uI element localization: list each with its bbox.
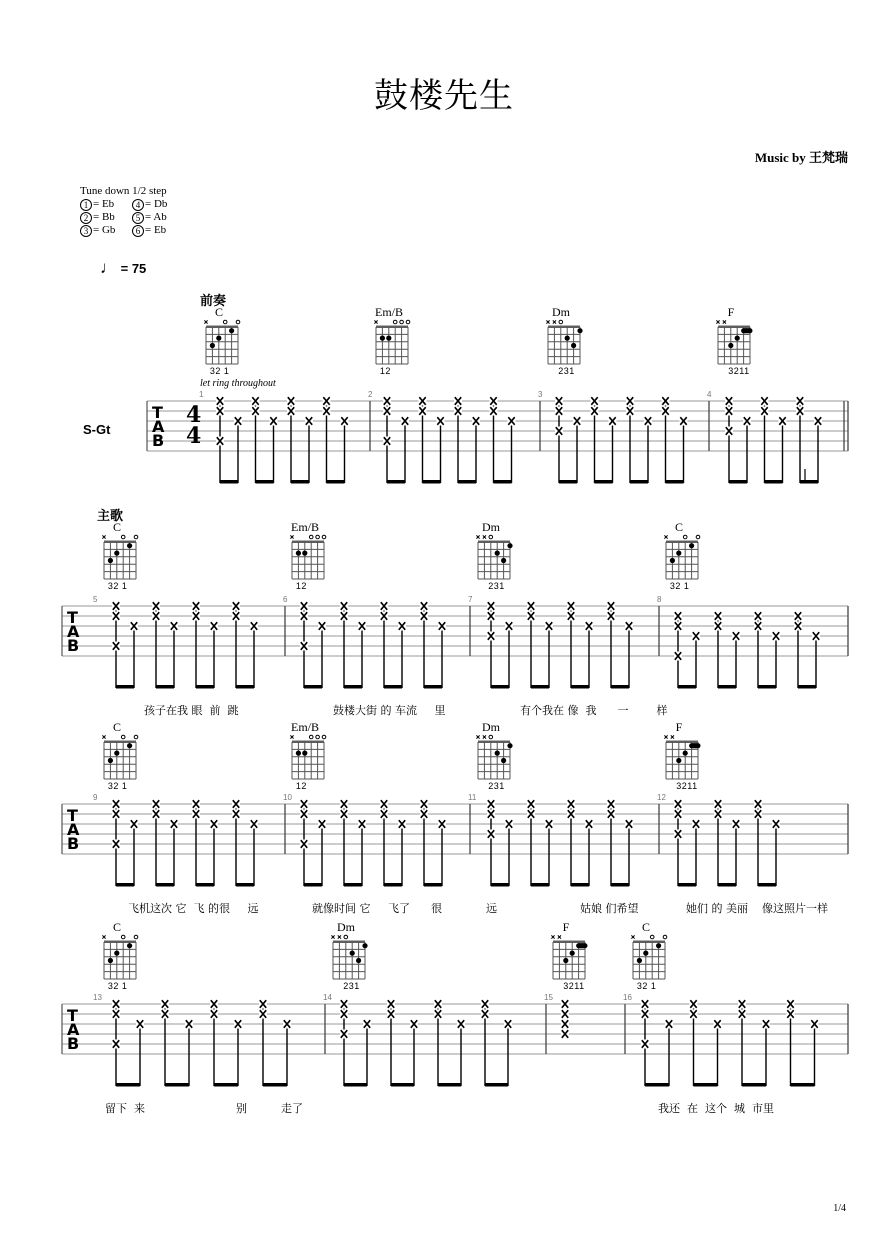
measure-4 — [709, 397, 848, 484]
tab-system-4 — [62, 1000, 848, 1087]
lyric-line: 有个我在 像 我 一 样 — [520, 704, 668, 717]
tempo-value: = 75 — [120, 261, 147, 276]
chord-name-label: Dm — [482, 720, 500, 734]
measure-8 — [659, 606, 848, 689]
chord-fingering: 3211 — [728, 366, 750, 376]
chord-diagram-dm — [476, 735, 512, 779]
lyric-line: 她们 的 美丽 像这照片一样 — [686, 902, 828, 915]
measure-16 — [625, 1000, 848, 1087]
chord-fingering: 12 — [295, 781, 307, 791]
measure-number: 16 — [623, 993, 632, 1002]
chord-fingering: 231 — [488, 581, 505, 591]
string-number-icon: 3 — [80, 225, 92, 237]
chord-fingering: 12 — [295, 581, 307, 591]
tuning-heading: Tune down 1/2 step — [80, 185, 167, 197]
tuning-string-5: 5 = Ab — [132, 211, 176, 224]
tab-clef-letter: A — [152, 417, 165, 436]
chord-diagram-c — [631, 935, 666, 979]
chord-name-label: C — [112, 920, 121, 934]
section-label-intro: 前奏 — [200, 294, 227, 309]
section-label-verse: 主歌 — [97, 509, 124, 524]
time-signature-digit: 4 — [186, 423, 202, 449]
measure-5 — [112, 602, 258, 689]
string-number-icon: 5 — [132, 212, 144, 224]
measure-number: 10 — [283, 793, 292, 802]
chord-diagram-dm — [546, 320, 582, 364]
chord-diagram-f — [551, 935, 587, 979]
string-number-icon: 4 — [132, 199, 144, 211]
chord-fingering: 231 — [488, 781, 505, 791]
chord-name-label: Em/B — [290, 520, 319, 534]
tab-clef-letter: T — [152, 403, 163, 422]
measure-13 — [112, 1000, 291, 1087]
chord-fingering: 32 1 — [107, 981, 128, 991]
measure-9 — [112, 800, 258, 887]
measure-number: 5 — [93, 595, 98, 604]
page-number: 1/4 — [833, 1203, 846, 1214]
chord-name-label: C — [112, 520, 121, 534]
tab-system-2 — [62, 602, 848, 689]
composer-credit: Music by 王梵瑞 — [754, 150, 848, 165]
measure-3 — [540, 397, 688, 484]
tab-clef-letter: B — [67, 834, 80, 853]
chord-diagram-c — [102, 735, 137, 779]
measure-number: 8 — [657, 595, 662, 604]
chord-name-label: F — [675, 720, 683, 734]
measure-number: 13 — [93, 993, 102, 1002]
measure-number: 4 — [707, 390, 712, 399]
tuning-string-6: 6 = Eb — [132, 224, 176, 237]
tab-system-3 — [62, 800, 848, 887]
chord-fingering: 231 — [558, 366, 575, 376]
tab-clef-letter: T — [67, 1006, 78, 1025]
lyric-line: 我还 在 这个 城 市里 — [658, 1102, 774, 1115]
measure-number: 2 — [368, 390, 373, 399]
chord-name-label: Em/B — [290, 720, 319, 734]
time-signature-digit: 4 — [186, 402, 202, 428]
lyric-line: 姑娘 们希望 — [580, 902, 639, 915]
measure-2 — [370, 397, 516, 484]
chord-diagram-c — [102, 935, 137, 979]
chord-fingering: 32 1 — [107, 781, 128, 791]
chord-fingering: 3211 — [676, 781, 698, 791]
chord-diagram-f — [716, 320, 752, 364]
chord-fingering: 3211 — [563, 981, 585, 991]
lyric-line: 留下 来 — [105, 1102, 145, 1115]
chord-fingering: 32 1 — [669, 581, 690, 591]
measure-7 — [470, 602, 633, 689]
lyric-line: 就像时间 它 飞了 很 — [312, 902, 442, 915]
lyric-line: 别 — [236, 1102, 247, 1115]
tuning-string-3: 3 = Gb — [80, 224, 124, 237]
chord-fingering: 32 1 — [636, 981, 657, 991]
measure-15 — [546, 1000, 569, 1055]
chord-diagram-c — [664, 535, 699, 579]
chord-name-label: Dm — [552, 305, 570, 319]
measure-number: 9 — [93, 793, 98, 802]
chord-name-label: F — [727, 305, 735, 319]
tab-clef-letter: B — [67, 636, 80, 655]
measure-10 — [285, 800, 446, 887]
chord-fingering: 12 — [379, 366, 391, 376]
string-number-icon: 2 — [80, 212, 92, 224]
tab-clef-letter: T — [67, 608, 78, 627]
tab-clef-letter: B — [152, 431, 165, 450]
lyric-line: 远 — [486, 902, 497, 915]
chord-diagram-c — [204, 320, 239, 364]
tab-clef-letter: B — [67, 1034, 80, 1053]
chord-diagram-c — [102, 535, 137, 579]
chord-name-label: Em/B — [374, 305, 403, 319]
measure-number: 3 — [538, 390, 543, 399]
chord-diagram-em-b — [374, 320, 409, 364]
tab-clef-letter: A — [67, 1020, 80, 1039]
chord-name-label: F — [562, 920, 570, 934]
chord-name-label: C — [214, 305, 223, 319]
measure-number: 14 — [323, 993, 332, 1002]
measure-12 — [659, 800, 848, 887]
tab-clef-letter: A — [67, 622, 80, 641]
measure-11 — [470, 800, 633, 887]
chord-fingering: 231 — [343, 981, 360, 991]
measure-number: 11 — [468, 793, 477, 802]
chord-name-label: C — [641, 920, 650, 934]
chord-diagram-dm — [331, 935, 367, 979]
instrument-label: S-Gt — [83, 422, 111, 437]
lyric-line: 孩子在我 眼 前 跳 — [144, 704, 239, 717]
chord-name-label: Dm — [482, 520, 500, 534]
quarter-note-icon: ♩ — [100, 258, 117, 277]
tab-clef-letter: A — [67, 820, 80, 839]
chord-name-label: C — [674, 520, 683, 534]
chord-fingering: 32 1 — [209, 366, 230, 376]
chord-diagram-f — [664, 735, 700, 779]
tuning-string-1: 1 = Eb — [80, 198, 124, 211]
tab-clef-letter: T — [67, 806, 78, 825]
tuning-string-4: 4 = Db — [132, 198, 176, 211]
string-number-icon: 6 — [132, 225, 144, 237]
measure-1 — [216, 397, 349, 484]
measure-number: 12 — [657, 793, 666, 802]
measure-number: 1 — [199, 390, 204, 399]
chord-diagram-em-b — [290, 735, 325, 779]
measure-6 — [285, 602, 446, 689]
chord-diagram-dm — [476, 535, 512, 579]
lyric-line: 飞机这次 它 飞 的很 远 — [128, 902, 259, 915]
tab-system-1 — [147, 397, 848, 484]
lyric-line: 走了 — [281, 1102, 303, 1115]
chord-fingering: 32 1 — [107, 581, 128, 591]
song-title: 鼓楼先生 — [374, 76, 514, 116]
string-number-icon: 1 — [80, 199, 92, 211]
tuning-string-2: 2 = Bb — [80, 211, 124, 224]
lyric-line: 鼓楼大街 的 车流 里 — [333, 704, 446, 717]
chord-name-label: C — [112, 720, 121, 734]
measure-number: 15 — [544, 993, 553, 1002]
measure-number: 6 — [283, 595, 288, 604]
measure-number: 7 — [468, 595, 473, 604]
let-ring-annotation: let ring throughout — [200, 378, 276, 389]
measure-14 — [325, 1000, 512, 1087]
chord-name-label: Dm — [337, 920, 355, 934]
chord-diagram-em-b — [290, 535, 325, 579]
